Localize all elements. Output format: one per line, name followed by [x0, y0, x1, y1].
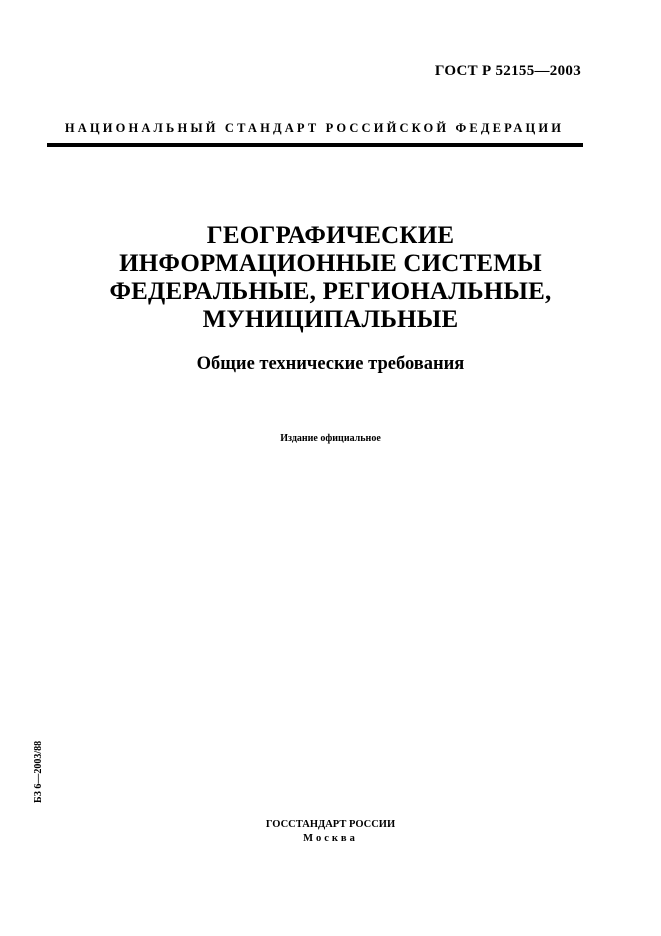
edition-note: Издание официальное [280, 433, 381, 444]
document-subtitle: Общие технические требования [196, 354, 465, 374]
standard-header: НАЦИОНАЛЬНЫЙ СТАНДАРТ РОССИЙСКОЙ ФЕДЕРАЦИИ [64, 121, 565, 135]
title-line: МУНИЦИПАЛЬНЫЕ [202, 306, 459, 333]
publisher-name: ГОССТАНДАРТ РОССИИ [265, 819, 396, 830]
side-registration-code: БЗ 6—2003/88 [33, 740, 44, 803]
publisher-block [60, 818, 601, 846]
title-line: ФЕДЕРАЛЬНЫЕ, РЕГИОНАЛЬНЫЕ, [109, 278, 552, 305]
document-code: ГОСТ Р 52155—2003 [434, 63, 581, 79]
document-title [60, 222, 601, 334]
title-line: ИНФОРМАЦИОННЫЕ СИСТЕМЫ [119, 250, 542, 277]
publisher-city: Москва [303, 833, 358, 844]
header-rule [47, 143, 583, 147]
title-line: ГЕОГРАФИЧЕСКИЕ [206, 222, 455, 249]
